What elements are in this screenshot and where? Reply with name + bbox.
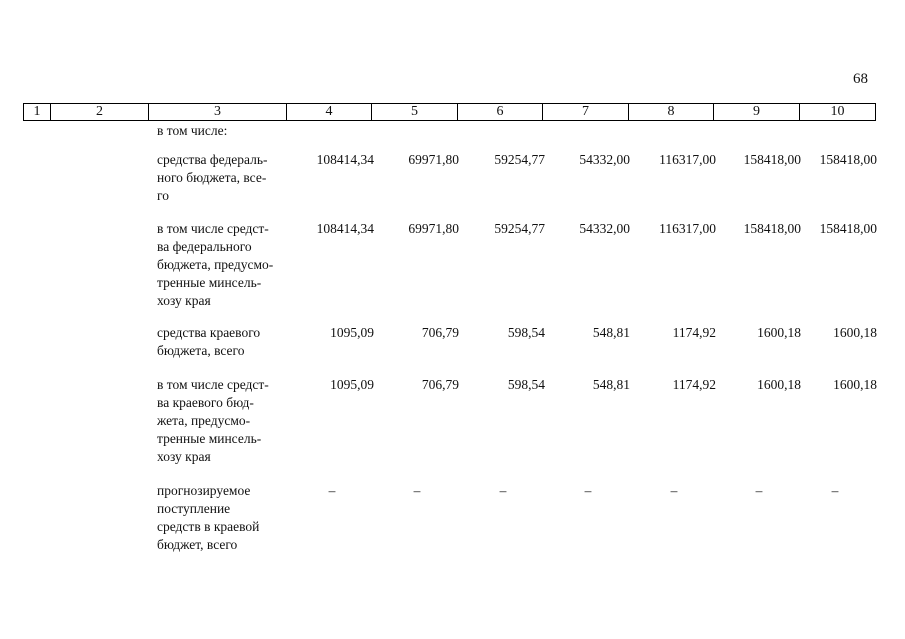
value-cell: – (755, 483, 763, 498)
row-label-line: го (157, 188, 169, 203)
row-label-line: ного бюджета, все- (157, 170, 267, 185)
row-label-line: жета, предусмо- (157, 413, 251, 428)
value-cell: 1600,18 (833, 325, 877, 340)
value-cell: 1600,18 (833, 377, 877, 392)
row-label-line: бюджета, предусмо- (157, 257, 274, 272)
header-cell-8: 8 (629, 103, 714, 121)
value-cell: 69971,80 (408, 221, 459, 236)
value-cell: – (584, 483, 592, 498)
value-cell: 54332,00 (579, 152, 630, 167)
row-label-line: бюджета, всего (157, 343, 245, 358)
page-number: 68 (853, 71, 868, 87)
header-cell-1: 1 (23, 103, 51, 121)
header-cell-10: 10 (800, 103, 876, 121)
value-cell: 54332,00 (579, 221, 630, 236)
value-cell: – (499, 483, 507, 498)
value-cell: 1600,18 (757, 325, 801, 340)
value-cell: 1095,09 (330, 377, 374, 392)
value-cell: 706,79 (421, 377, 459, 392)
value-cell: 1174,92 (672, 325, 716, 340)
value-cell: – (413, 483, 421, 498)
intro-label: в том числе: (157, 123, 228, 138)
row-label-line: прогнозируемое (157, 483, 251, 498)
row-label (157, 220, 290, 310)
value-cell: – (670, 483, 678, 498)
value-cell: 598,54 (507, 325, 545, 340)
row-label-line: в том числе средст- (157, 377, 269, 392)
row-label (157, 482, 290, 554)
row-label-line: хозу края (157, 293, 211, 308)
value-cell: 548,81 (592, 377, 630, 392)
row-label-line: средства краевого (157, 325, 261, 340)
value-cell: 1600,18 (757, 377, 801, 392)
value-cell: 69971,80 (408, 152, 459, 167)
value-cell: 59254,77 (494, 221, 545, 236)
value-cell: 1095,09 (330, 325, 374, 340)
value-cell: 116317,00 (659, 152, 716, 167)
value-cell: – (831, 483, 839, 498)
row-label-line: бюджет, всего (157, 537, 238, 552)
row-label-line: ва краевого бюд- (157, 395, 254, 410)
table-header-row (23, 103, 876, 121)
row-label-line: хозу края (157, 449, 211, 464)
header-cell-7: 7 (543, 103, 629, 121)
value-cell: 1174,92 (672, 377, 716, 392)
value-cell: 598,54 (507, 377, 545, 392)
row-label (157, 324, 290, 360)
value-cell: 158418,00 (743, 221, 801, 236)
header-cell-9: 9 (714, 103, 800, 121)
header-cell-2: 2 (51, 103, 149, 121)
value-cell: 116317,00 (659, 221, 716, 236)
value-cell: 548,81 (592, 325, 630, 340)
header-cell-5: 5 (372, 103, 458, 121)
row-label (157, 376, 290, 466)
row-label-line: средства федераль- (157, 152, 268, 167)
value-cell: 706,79 (421, 325, 459, 340)
row-label (157, 151, 290, 205)
row-label-line: средств в краевой (157, 519, 260, 534)
value-cell: – (328, 483, 336, 498)
row-label-line: тренные минсель- (157, 431, 262, 446)
header-cell-6: 6 (458, 103, 543, 121)
value-cell: 158418,00 (819, 221, 877, 236)
header-cell-4: 4 (287, 103, 372, 121)
row-label-line: поступление (157, 501, 231, 516)
value-cell: 108414,34 (316, 221, 374, 236)
value-cell: 59254,77 (494, 152, 545, 167)
header-cell-3: 3 (149, 103, 287, 121)
row-label-line: ва федерального (157, 239, 252, 254)
row-label-line: тренные минсель- (157, 275, 262, 290)
value-cell: 158418,00 (819, 152, 877, 167)
value-cell: 158418,00 (743, 152, 801, 167)
value-cell: 108414,34 (316, 152, 374, 167)
row-label-line: в том числе средст- (157, 221, 269, 236)
